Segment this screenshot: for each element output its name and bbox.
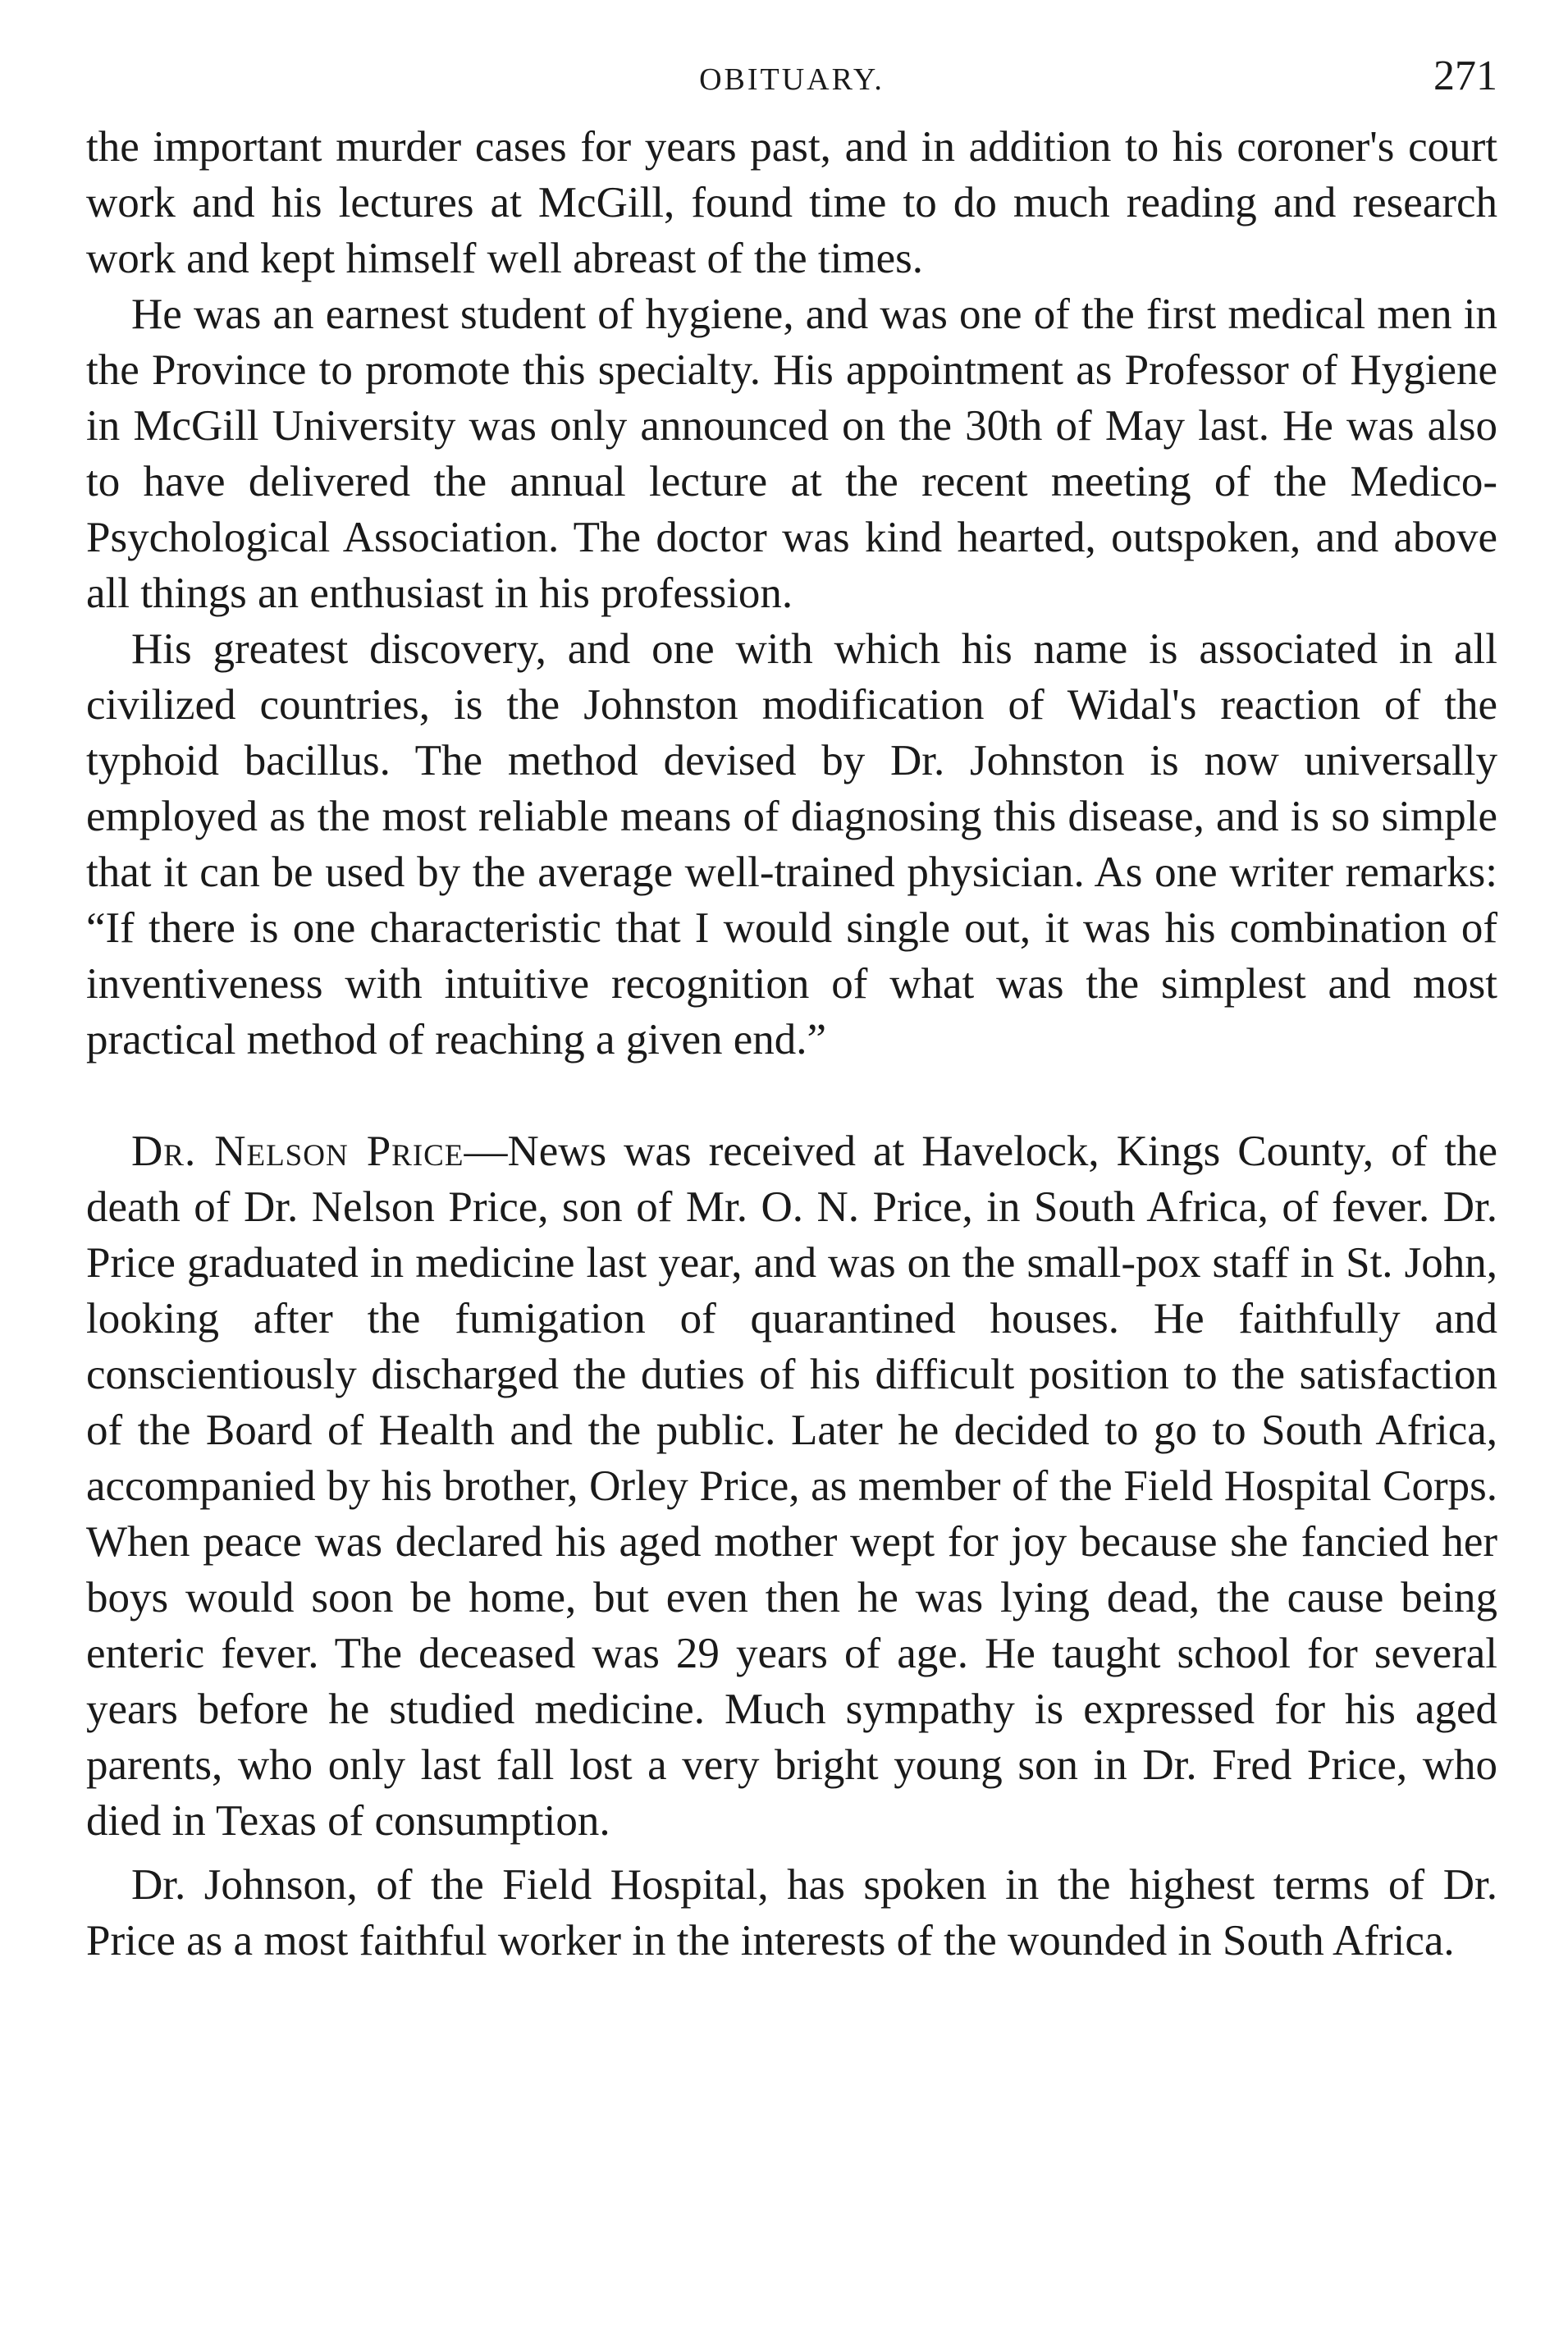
paragraph-murder-cases: the important murder cases for years past, and in addition to his coroner's court work and his lectures at McGill, found time to do much reading and research work and kept himself well abreast of the times. (86, 123, 1497, 282)
running-title: OBITUARY. (699, 62, 885, 97)
obituary-heading: Dr. Nelson Price (131, 1128, 464, 1175)
paragraph-nelson-price (86, 1123, 1497, 1849)
page-number: 271 (1433, 53, 1497, 99)
paragraph-hygiene: He was an earnest student of hygiene, and was one of the first medical men in the Province to promote this specialty. His appointment as Professor of Hygiene in McGill University was only announced on the 30th of May last. He was also to have delivered the annual lecture at the recent meeting of the Medico-Psychological Association. The doctor was kind hearted, outspoken, and above all things an enthusiast in his profession. (86, 290, 1497, 617)
paragraph-widal-reaction: His greatest discovery, and one with which his name is associated in all civilized countries, is the Johnston modification of Widal's reaction of the typhoid bacillus. The method devised by Dr. Johnston is now universally employed as the most reliable means of diagnosing this disease, and is so simple that it can be used by the average well-trained physician. As one writer remarks: “If there is one characteristic that I would single out, it was his combination of inventiveness with intuitive recognition of what was the simplest and most practical method of reaching a given end.” (86, 625, 1497, 1064)
document-page (86, 45, 1497, 1969)
obituary-body: —News was received at Havelock, Kings County, of the death of Dr. Nelson Price, son of Mr. O. N. Price, in South Africa, of fever. Dr. Price graduated in medicine last year, and was on the small-pox staff in St. John, looking after the fumigation of quarantined houses. He faithfully and conscientiously discharged the duties of his difficult position to the satisfaction of the Board of Health and the public. Later he decided to go to South Africa, accompanied by his brother, Orley Price, as member of the Field Hospital Corps. When peace was declared his aged mother wept for joy because she fancied her boys would soon be home, but even then he was lying dead, the cause being enteric fever. The deceased was 29 years of age. He taught school for several years before he studied medicine. Much sympathy is expressed for his aged parents, who only last fall lost a very bright young son in Dr. Fred Price, who died in Texas of consumption. (86, 1128, 1497, 1845)
paragraph-field-hospital: Dr. Johnson, of the Field Hospital, has spoken in the highest terms of Dr. Price as a most faithful worker in the interests of the wounded in South Africa. (86, 1861, 1497, 1965)
running-head (86, 45, 1497, 119)
